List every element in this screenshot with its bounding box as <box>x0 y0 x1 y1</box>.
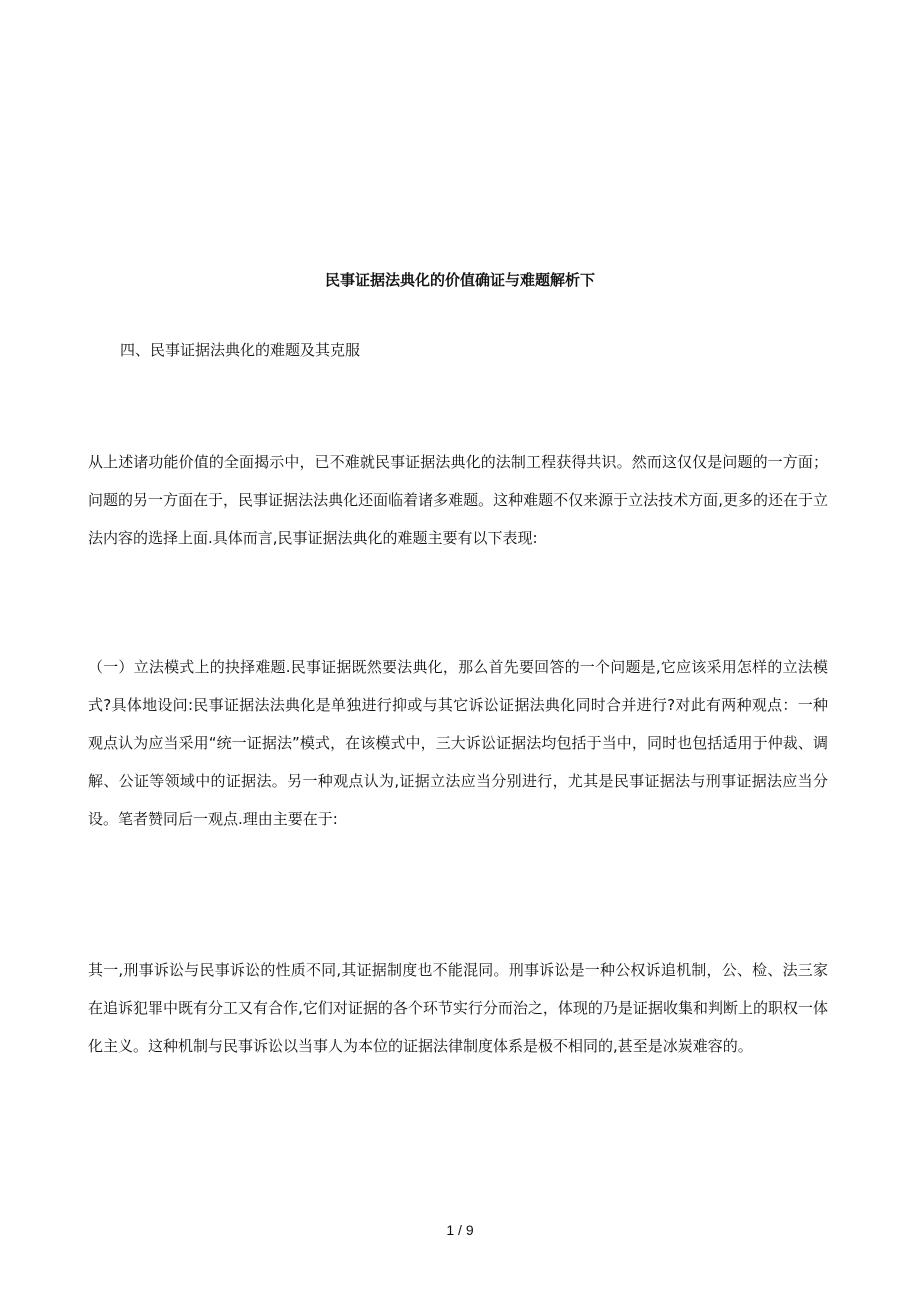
page-number: 1 / 9 <box>446 1222 474 1238</box>
section-heading: 四、民事证据法典化的难题及其克服 <box>120 341 361 359</box>
document-title: 民事证据法典化的价值确证与难题解析下 <box>324 271 595 289</box>
paragraph-2: （一）立法模式上的抉择难题.民事证据既然要法典化，那么首先要回答的一个问题是,它应该采用怎样的立法模式?具体地设问:民事证据法法典化是单独进行抑或与其它诉讼证据法典化同时合并进行?对此有两种观点：一种观点认为应当采用“统一证据法”模式，在该模式中，三大诉讼证据法均包括于当中，同时也包括适用于仲裁、调解、公证等领域中的证据法。另一种观点认为,证据立法应当分别进行，尤其是民事证据法与刑事证据法应当分设。笔者赞同后一观点.理由主要在于: <box>88 658 828 828</box>
paragraph-3: 其一,刑事诉讼与民事诉讼的性质不同,其证据制度也不能混同。刑事诉讼是一种公权诉追机制，公、检、法三家在追诉犯罪中既有分工又有合作,它们对证据的各个环节实行分而治之，体现的乃是证据收集和判断上的职权一体化主义。这种机制与民事诉讼以当事人为本位的证据法律制度体系是极不相同的,甚至是冰炭难容的。 <box>88 961 828 1055</box>
paragraph-1: 从上述诸功能价值的全面揭示中，已不难就民事证据法典化的法制工程获得共识。然而这仅仅是问题的一方面；问题的另一方面在于，民事证据法法典化还面临着诸多难题。这种难题不仅来源于立法技术方面,更多的还在于立法内容的选择上面.具体而言,民事证据法典化的难题主要有以下表现: <box>88 453 828 547</box>
